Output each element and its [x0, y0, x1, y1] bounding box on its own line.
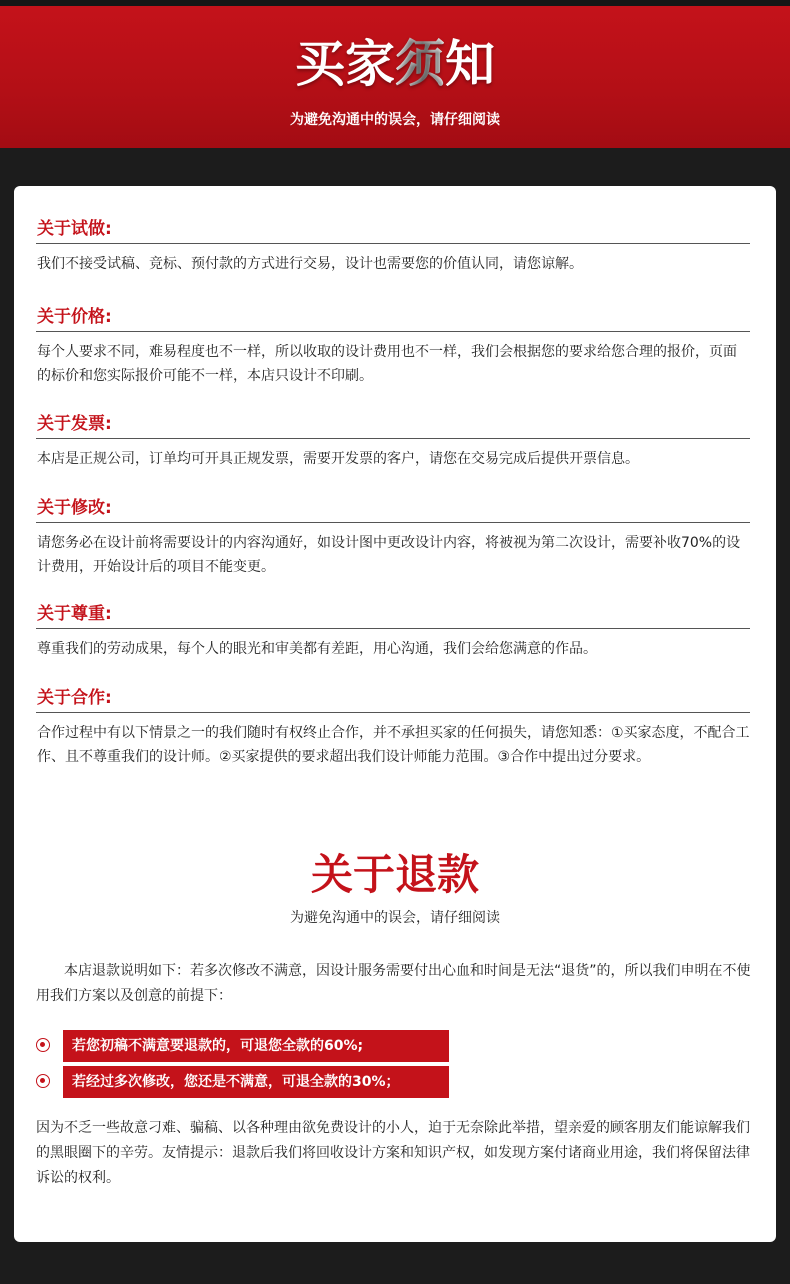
refund-subtitle: 为避免沟通中的误会，请仔细阅读 [290, 910, 500, 926]
page-title [0, 34, 790, 94]
section-title: 关于修改: [36, 497, 750, 523]
section-body: 本店是正规公司，订单均可开具正规发票，需要开发票的客户，请您在交易完成后提供开票信息。 [37, 451, 639, 467]
page-title-part-3: 知 [445, 35, 495, 93]
refund-intro: 本店退款说明如下：若多次修改不满意，因设计服务需要付出心血和时间是无法“退货”的，所以我们申明在不使用我们方案以及创意的前提下： [36, 963, 751, 1004]
refund-bullet-text: 若您初稿不满意要退款的，可退您全款的60%; [63, 1030, 449, 1062]
section-title: 关于价格: [36, 306, 750, 332]
refund-heading: 关于退款 [310, 850, 479, 899]
section-respect [36, 603, 750, 661]
section-title: 关于合作: [36, 687, 750, 713]
header-banner [0, 6, 790, 148]
section-body: 每个人要求不同，难易程度也不一样，所以收取的设计费用也不一样，我们会根据您的要求给您合理的报价，页面的标价和您实际报价可能不一样，本店只设计不印刷。 [37, 344, 737, 384]
radio-circle-icon [36, 1074, 50, 1088]
section-price [36, 306, 750, 388]
page-subtitle: 为避免沟通中的误会，请仔细阅读 [290, 112, 500, 128]
section-body: 我们不接受试稿、竞标、预付款的方式进行交易，设计也需要您的价值认同，请您谅解。 [37, 256, 583, 272]
notice-card [14, 186, 776, 1242]
section-cooperation [36, 687, 750, 769]
page-title-part-2: 须 [395, 35, 445, 93]
section-invoice [36, 413, 750, 471]
section-body: 合作过程中有以下情景之一的我们随时有权终止合作，并不承担买家的任何损失，请您知悉：①买家态度，不配合工作、且不尊重我们的设计师。②买家提供的要求超出我们设计师能力范围。③合作中提出过分要求。 [37, 725, 750, 765]
section-body: 尊重我们的劳动成果，每个人的眼光和审美都有差距，用心沟通，我们会给您满意的作品。 [37, 641, 597, 657]
radio-circle-icon [36, 1038, 50, 1052]
page-title-part-1: 买家 [295, 35, 395, 93]
section-trial [36, 218, 750, 276]
section-revision [36, 497, 750, 579]
section-title: 关于发票: [36, 413, 750, 439]
section-title: 关于试做: [36, 218, 750, 244]
refund-bullet-text: 若经过多次修改，您还是不满意，可退全款的30%； [63, 1066, 449, 1098]
section-body: 请您务必在设计前将需要设计的内容沟通好，如设计图中更改设计内容，将被视为第二次设计，需要补收70%的设计费用，开始设计后的项目不能变更。 [37, 535, 741, 575]
refund-outro: 因为不乏一些故意刁难、骗稿、以各种理由欲免费设计的小人，迫于无奈除此举措，望亲爱的顾客朋友们能谅解我们的黑眼圈下的辛劳。友情提示：退款后我们将回收设计方案和知识产权，如发现方案付诸商业用途，我们将保留法律诉讼的权利。 [36, 1120, 750, 1186]
section-title: 关于尊重: [36, 603, 750, 629]
